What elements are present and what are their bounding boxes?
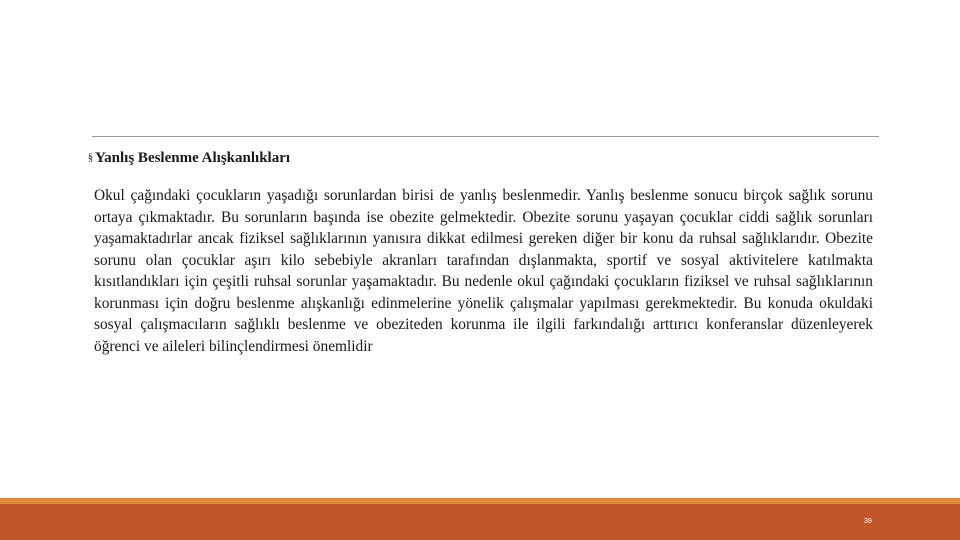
page-number: 39 [864, 518, 872, 525]
bullet-icon: § [88, 153, 93, 164]
body-paragraph: Okul çağındaki çocukların yaşadığı sorunlardan birisi de yanlış beslenmedir. Yanlış beslenme sonucu birçok sağlık sorunu ortaya çıkmaktadır. Bu sorunların başında ise obezite gelmektedir. Obezite sorunu yaşayan çocuklar ciddi sağlık sorunları yaşamaktadırlar ancak fiziksel sağlıklarının yanısıra dikkat edilmesi gereken diğer bir konu da ruhsal sağlıklarıdır. Obezite sorunu olan çocuklar aşırı kilo sebebiyle akranları tarafından dışlanmakta, sportif ve sosyal aktivitelere katılmakta kısıtlandıkları için çeşitli ruhsal sorunlar yaşamaktadır. Bu nedenle okul çağındaki çocukların fiziksel ve ruhsal sağlıklarının korunması için doğru beslenme alışkanlığı edinmelerine yönelik çalışmalar yapılması gerekmektedir. Bu konuda okuldaki sosyal çalışmacıların sağlıklı beslenme ve obeziteden korunma ile ilgili farkındalığı arttırıcı konferanslar düzenleyerek öğrenci ve aileleri bilinçlendirmesi önemlidir [94, 187, 873, 355]
footer-bar [0, 504, 960, 540]
section-heading [88, 148, 290, 169]
section-heading-text: Yanlış Beslenme Alışkanlıkları [95, 150, 291, 166]
title-divider [92, 136, 879, 137]
